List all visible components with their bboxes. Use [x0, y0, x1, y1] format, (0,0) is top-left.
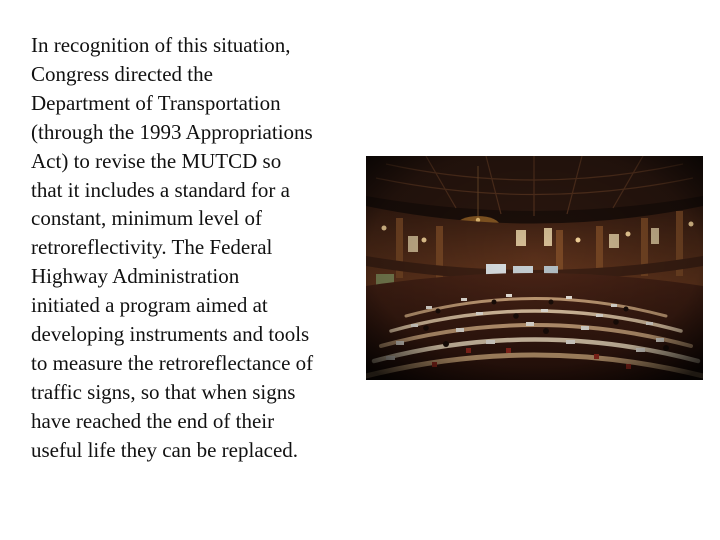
paragraph-line: useful life they can be replaced. — [31, 437, 299, 462]
paragraph-line: have reached the end of their — [31, 408, 275, 433]
paragraph-line: In recognition of this situation, — [31, 33, 291, 57]
paragraph-line: Act) to revise the MUTCD so — [31, 148, 282, 173]
paragraph-line: Department of Transportation — [31, 90, 281, 115]
paragraph-line: that it includes a standard for a — [31, 177, 290, 202]
paragraph-line: traffic signs, so that when signs — [31, 379, 296, 404]
paragraph-line: Highway Administration — [31, 264, 240, 289]
paragraph-line: (through the 1993 Appropriations — [31, 119, 313, 144]
paragraph-line: Congress directed the — [31, 61, 213, 86]
paragraph-line: initiated a program aimed at — [31, 293, 268, 318]
paragraph-line: constant, minimum level of — [31, 206, 262, 231]
paragraph-line: to measure the retroreflectance of — [31, 350, 314, 375]
paragraph-line: developing instruments and tools — [31, 322, 310, 347]
paragraph-line: retroreflectivity. The Federal — [31, 235, 273, 260]
legislative-chamber-photo — [366, 156, 703, 380]
body-paragraph — [31, 31, 361, 465]
